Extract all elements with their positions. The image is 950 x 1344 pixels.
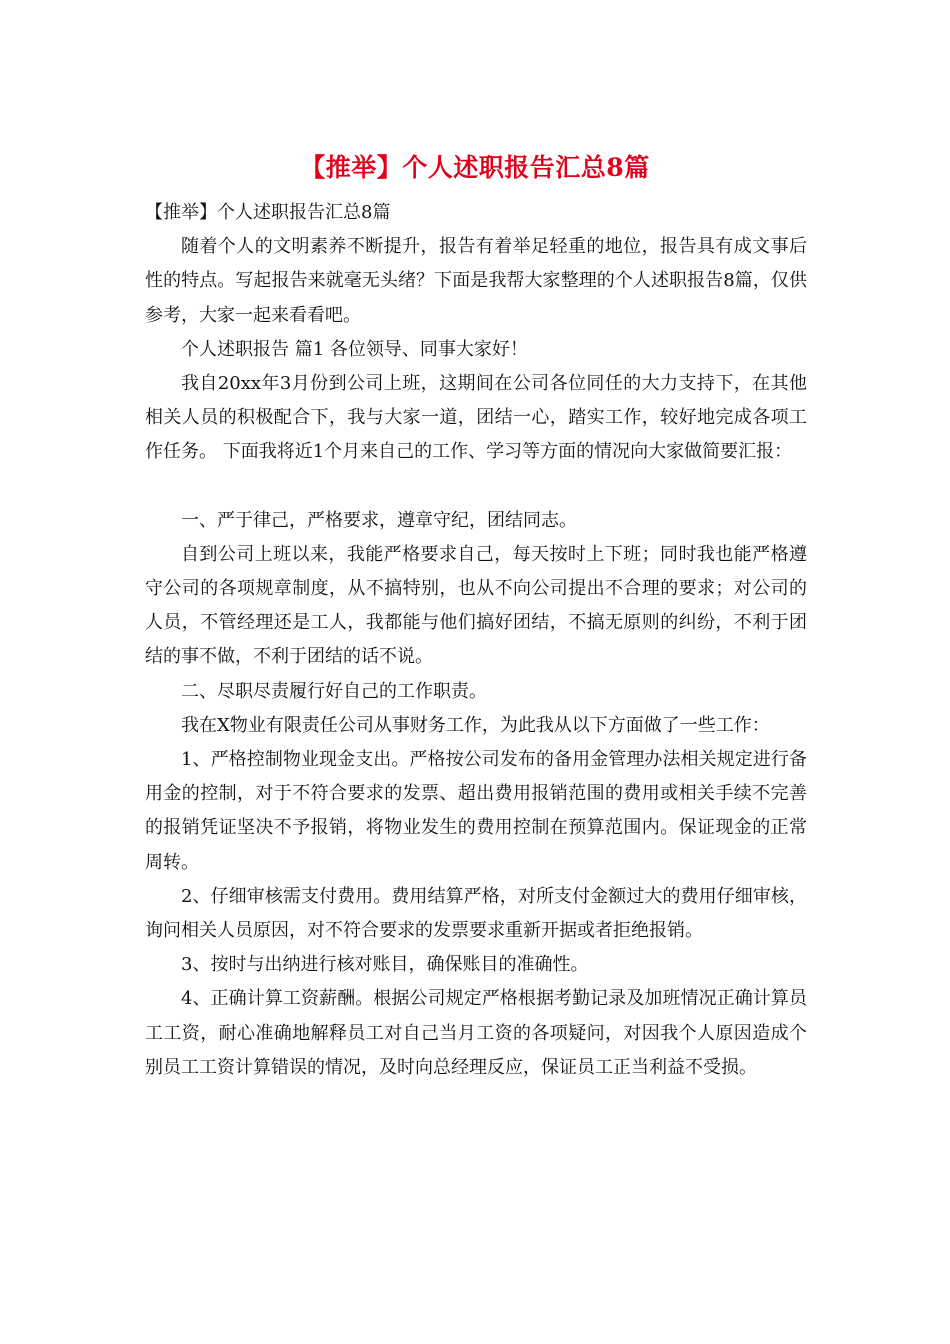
paragraph: 我自20xx年3月份到公司上班，这期间在公司各位同任的大力支持下，在其他相关人员的积极配合下，我与大家一道，团结一心，踏实工作，较好地完成各项工作任务。 下面我将近1个月来自己的工作、学习等方面的情况向大家做简要汇报： [145,373,807,463]
paragraph: 2、仔细审核需支付费用。费用结算严格，对所支付金额过大的费用仔细审核，询问相关人员原因，对不符合要求的发票要求重新开据或者拒绝报销。 [145,885,807,942]
paragraph: 【推举】个人述职报告汇总8篇 [145,202,391,223]
paragraph: 随着个人的文明素养不断提升，报告有着举足轻重的地位，报告具有成文事后性的特点。写起报告来就毫无头绪？下面是我帮大家整理的个人述职报告8篇，仅供参考，大家一起来看看吧。 [145,236,807,326]
paragraph: 4、正确计算工资薪酬。根据公司规定严格根据考勤记录及加班情况正确计算员工工资，耐心准确地解释员工对自己当月工资的各项疑问，对因我个人原因造成个别员工工资计算错误的情况，及时向总经理反应，保证员工正当利益不受损。 [145,988,807,1078]
paragraph: 1、严格控制物业现金支出。严格按公司发布的备用金管理办法相关规定进行备用金的控制，对于不符合要求的发票、超出费用报销范围的费用或相关手续不完善的报销凭证坚决不予报销，将物业发生的费用控制在预算范围内。保证现金的正常周转。 [145,749,807,873]
paragraph-spacer [145,470,807,504]
paragraph: 二、尽职尽责履行好自己的工作职责。 [181,680,487,702]
paragraph: 3、按时与出纳进行核对账目，确保账目的准确性。 [181,954,589,976]
document-body [145,196,807,1085]
paragraph: 我在X物业有限责任公司从事财务工作，为此我从以下方面做了一些工作： [181,714,770,736]
paragraph: 一、严于律己，严格要求，遵章守纪，团结同志。 [181,509,577,531]
paragraph: 自到公司上班以来，我能严格要求自己，每天按时上下班；同时我也能严格遵守公司的各项规章制度，从不搞特别，也从不向公司提出不合理的要求；对公司的人员，不管经理还是工人，我都能与他们搞好团结，不搞无原则的纠纷，不利于团结的事不做，不利于团结的话不说。 [145,543,807,668]
paragraph: 个人述职报告 篇1 各位领导、同事大家好！ [181,338,528,360]
document-title: 【推举】个人述职报告汇总8篇 [300,153,650,182]
